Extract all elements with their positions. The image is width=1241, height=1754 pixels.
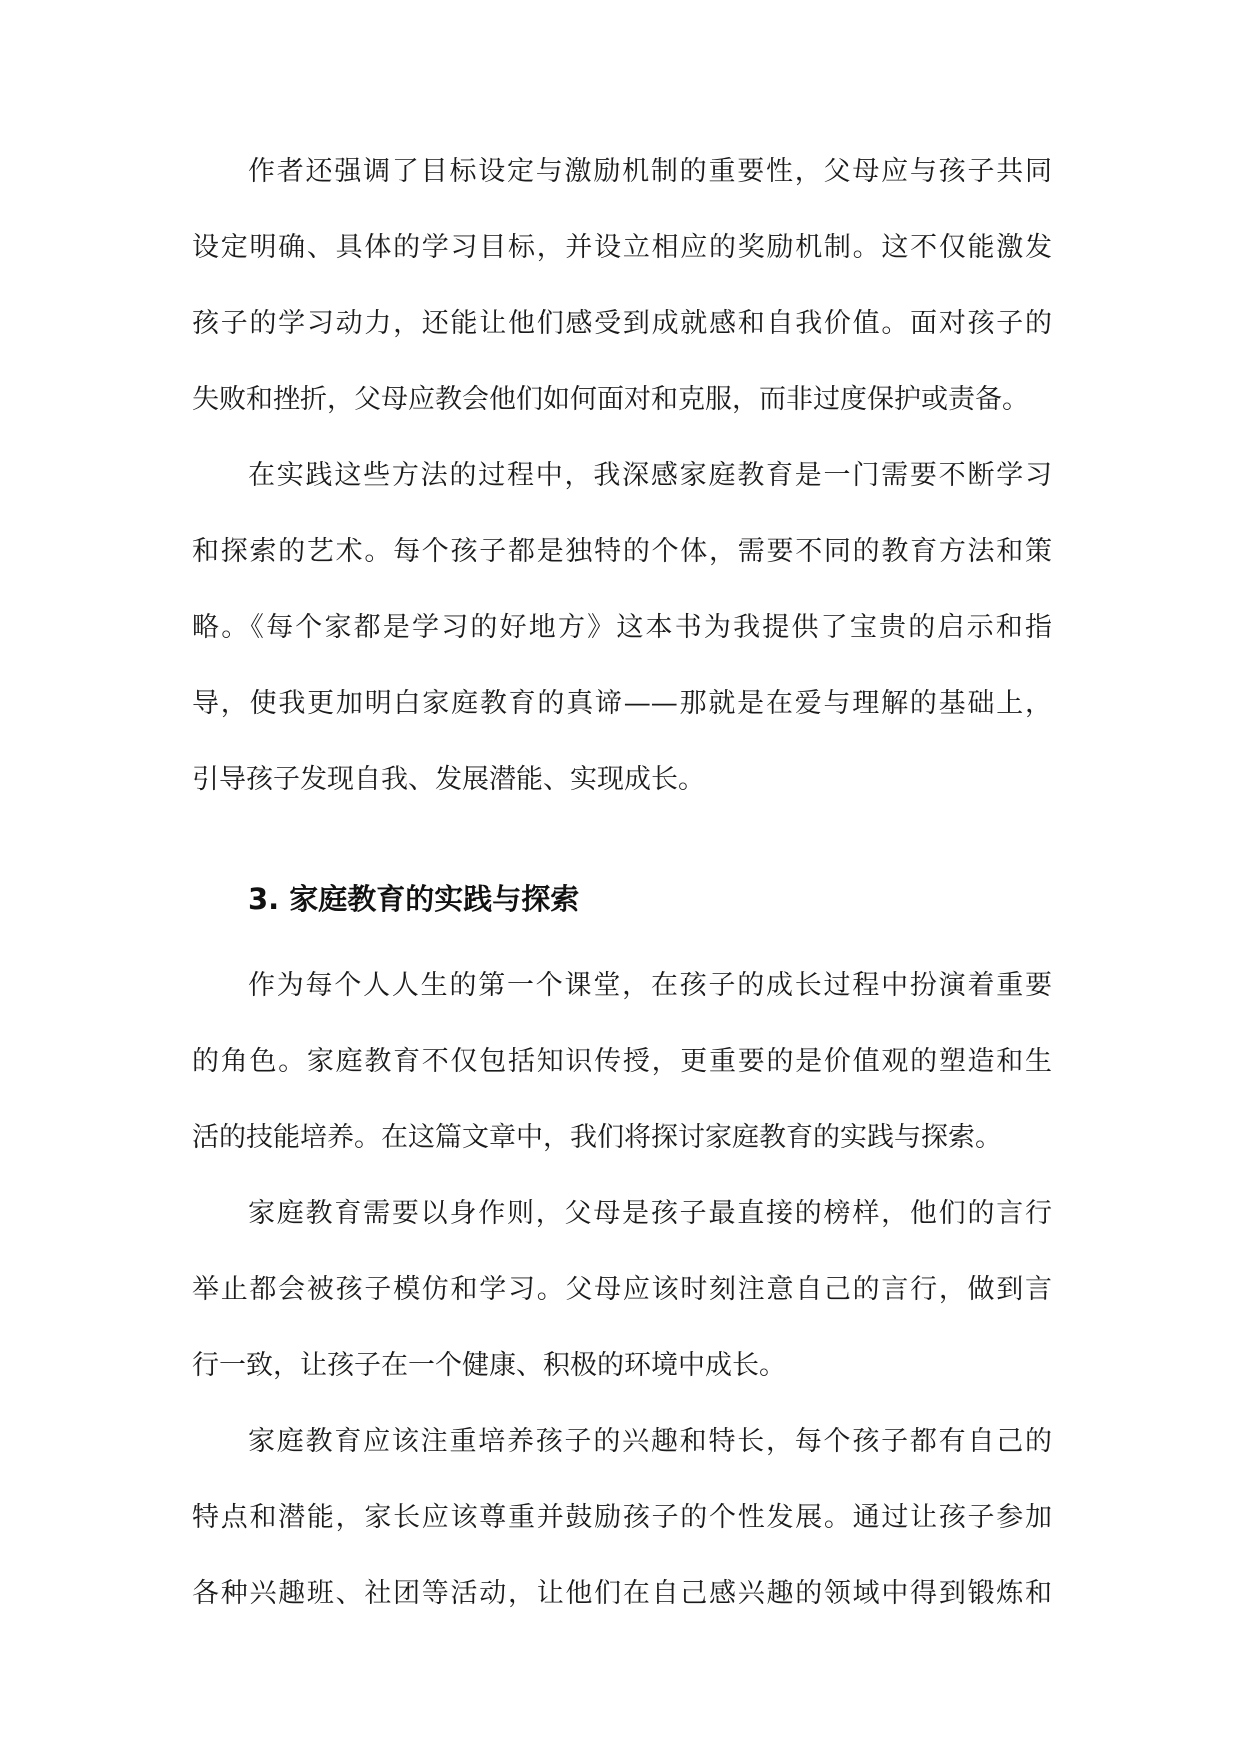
- paragraph-line: 行一致，让孩子在一个健康、积极的环境中成长。: [192, 1350, 786, 1381]
- paragraph-line: 设定明确、具体的学习目标，并设立相应的奖励机制。这不仅能激发: [192, 232, 1052, 263]
- paragraph-line: 家庭教育需要以身作则，父母是孩子最直接的榜样，他们的言行: [248, 1198, 1052, 1229]
- paragraph-lead-by-example: [192, 1182, 1052, 1410]
- paragraph-line: 各种兴趣班、社团等活动，让他们在自己感兴趣的领域中得到锻炼和: [192, 1578, 1052, 1609]
- paragraph-line: 孩子的学习动力，还能让他们感受到成就感和自我价值。面对孩子的: [192, 308, 1052, 339]
- section-spacer: [192, 824, 1052, 844]
- paragraph-line: 作者还强调了目标设定与激励机制的重要性，父母应与孩子共同: [248, 156, 1052, 187]
- paragraph-line: 和探索的艺术。每个孩子都是独特的个体，需要不同的教育方法和策: [192, 536, 1052, 567]
- paragraph-line: 家庭教育应该注重培养孩子的兴趣和特长，每个孩子都有自己的: [248, 1426, 1052, 1457]
- paragraph-line: 在实践这些方法的过程中，我深感家庭教育是一门需要不断学习: [248, 460, 1052, 491]
- paragraph-line: 的角色。家庭教育不仅包括知识传授，更重要的是价值观的塑造和生: [192, 1046, 1052, 1077]
- paragraph-practice-reflection: [192, 444, 1052, 824]
- paragraph-line: 失败和挫折，父母应教会他们如何面对和克服，而非过度保护或责备。: [192, 384, 1029, 415]
- paragraph-line: 引导孩子发现自我、发展潜能、实现成长。: [192, 764, 705, 795]
- document-body: [192, 140, 1052, 1638]
- paragraph-line: 特点和潜能，家长应该尊重并鼓励孩子的个性发展。通过让孩子参加: [192, 1502, 1052, 1533]
- paragraph-line: 导，使我更加明白家庭教育的真谛——那就是在爱与理解的基础上，: [192, 688, 1052, 719]
- paragraph-first-classroom: [192, 954, 1052, 1182]
- paragraph-line: 活的技能培养。在这篇文章中，我们将探讨家庭教育的实践与探索。: [192, 1122, 1002, 1153]
- paragraph-line: 作为每个人人生的第一个课堂，在孩子的成长过程中扮演着重要: [248, 970, 1052, 1001]
- section-heading: 3. 家庭教育的实践与探索: [248, 882, 580, 916]
- paragraph-line: 举止都会被孩子模仿和学习。父母应该时刻注意自己的言行，做到言: [192, 1274, 1052, 1305]
- paragraph-goal-setting: [192, 140, 1052, 444]
- paragraph-interests: [192, 1410, 1052, 1638]
- paragraph-line: 略。《每个家都是学习的好地方》这本书为我提供了宝贵的启示和指: [192, 612, 1052, 643]
